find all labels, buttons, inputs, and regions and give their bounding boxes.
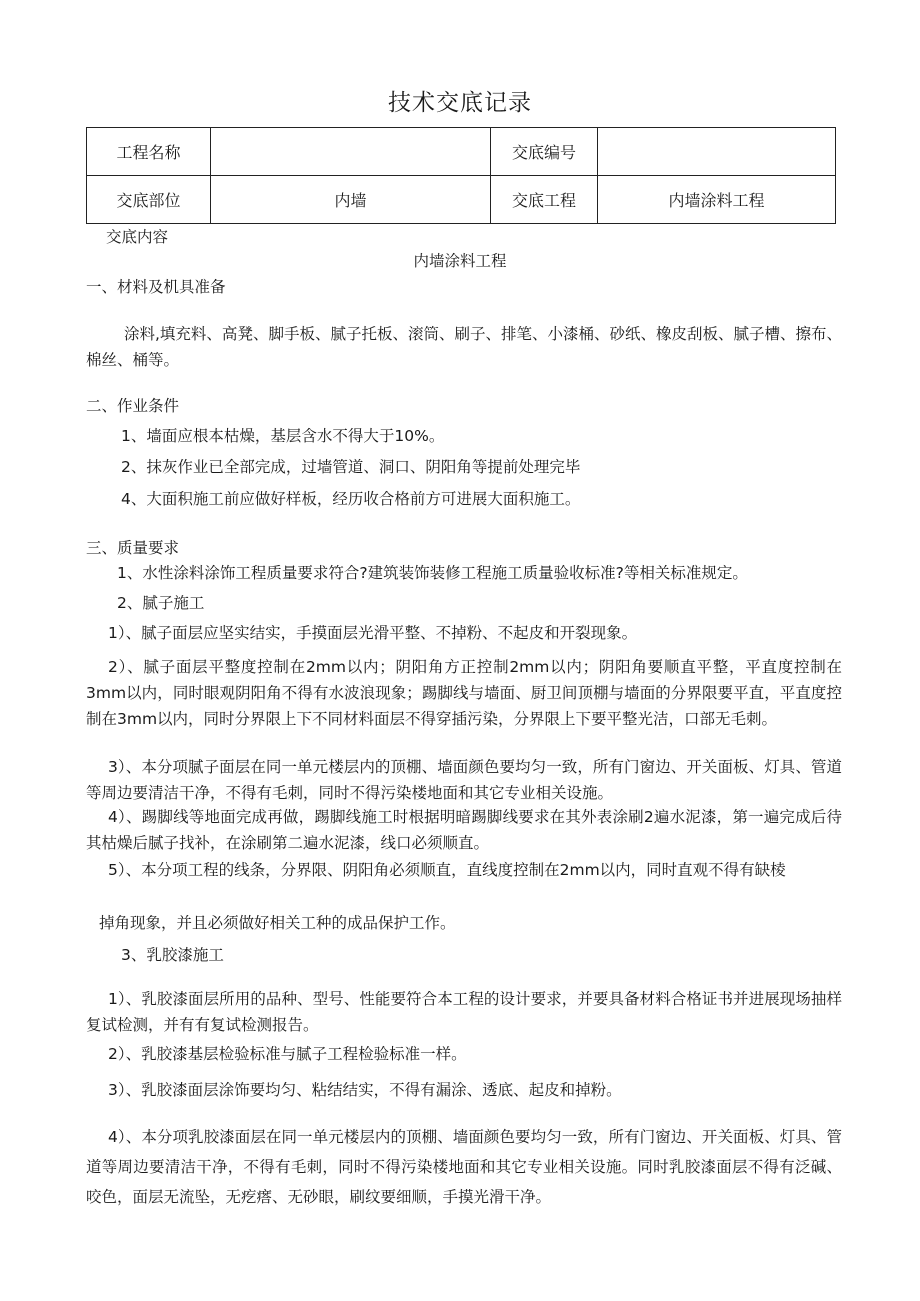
document-title: 技术交底记录 — [388, 90, 532, 116]
part-value: 内墙 — [211, 176, 491, 224]
project-name-value — [211, 128, 491, 176]
latex-item-2: 2）、乳胶漆基层检验标准与腻子工程检验标准一样。 — [108, 1045, 467, 1063]
putty-item-3: 3）、本分项腻子面层在同一单元楼层内的顶棚、墙面颜色要均匀一致，所有门窗边、开关面板、灯具、管道等周边要清洁干净，不得有毛刺，同时不得污染楼地面和其它专业相关设施。 — [86, 758, 842, 802]
work-label: 交底工程 — [491, 176, 598, 224]
putty-heading: 2、腻子施工 — [117, 594, 205, 612]
info-table — [86, 127, 836, 224]
latex-item-4: 4）、本分项乳胶漆面层在同一单元楼层内的顶棚、墙面颜色要均匀一致，所有门窗边、开关面板、灯具、管道等周边要清洁干净，不得有毛刺，同时不得污染楼地面和其它专业相关设施。同时乳胶漆面层不得有泛碱、咬色，面层无流坠，无疙瘩、无砂眼，刷纹要细顺，手摸光滑干净。 — [86, 1128, 842, 1206]
latex-heading: 3、乳胶漆施工 — [121, 946, 224, 964]
section2-item-2: 2、抹灰作业已全部完成，过墙管道、洞口、阴阳角等提前处理完毕 — [121, 458, 581, 476]
section3-item-1: 1、水性涂料涂饰工程质量要求符合?建筑装饰装修工程施工质量验收标准?等相关标准规定。 — [117, 564, 748, 582]
section1-heading: 一、材料及机具准备 — [86, 278, 226, 296]
section2-item-1: 1、墙面应根本枯燥，基层含水不得大于10%。 — [121, 427, 445, 445]
table-row — [87, 176, 836, 224]
subtitle: 内墙涂料工程 — [413, 252, 507, 270]
putty-item-1: 1）、腻子面层应坚实结实，手摸面层光滑平整、不掉粉、不起皮和开裂现象。 — [108, 624, 638, 642]
content-label: 交底内容 — [106, 228, 169, 246]
table-row — [87, 128, 836, 176]
project-name-label: 工程名称 — [87, 128, 211, 176]
putty-item-4: 4）、踢脚线等地面完成再做，踢脚线施工时根据明暗踢脚线要求在其外表涂刷2遍水泥漆，第一遍完成后待其枯燥后腻子找补，在涂刷第二遍水泥漆，线口必须顺直。 — [86, 808, 842, 852]
section1-body: 涂料,填充料、高凳、脚手板、腻子托板、滚筒、刷子、排笔、小漆桶、砂纸、橡皮刮板、腻子槽、擦布、棉丝、桶等。 — [86, 325, 842, 369]
part-label: 交底部位 — [87, 176, 211, 224]
putty-item-5-continued: 掉角现象，并且必须做好相关工种的成品保护工作。 — [99, 914, 456, 932]
code-label: 交底编号 — [491, 128, 598, 176]
work-value: 内墙涂料工程 — [598, 176, 836, 224]
code-value — [598, 128, 836, 176]
latex-item-3: 3）、乳胶漆面层涂饰要均匀、粘结结实，不得有漏涂、透底、起皮和掉粉。 — [108, 1081, 622, 1099]
section2-item-4: 4、大面积施工前应做好样板，经历收合格前方可进展大面积施工。 — [121, 490, 581, 508]
section3-heading: 三、质量要求 — [86, 539, 180, 557]
latex-item-1: 1）、乳胶漆面层所用的品种、型号、性能要符合本工程的设计要求，并要具备材料合格证书并进展现场抽样复试检测，并有有复试检测报告。 — [86, 990, 842, 1034]
section2-heading: 二、作业条件 — [86, 397, 180, 415]
putty-item-2: 2）、腻子面层平整度控制在2mm以内；阴阳角方正控制2mm以内；阴阳角要顺直平整，平直度控制在3mm以内，同时眼观阴阳角不得有水波浪现象；踢脚线与墙面、厨卫间顶棚与墙面的分界限要平直，平直度控制在3mm以内，同时分界限上下不同材料面层不得穿插污染，分界限上下要平整光洁，口部无毛刺。 — [86, 658, 842, 728]
putty-item-5: 5）、本分项工程的线条，分界限、阴阳角必须顺直，直线度控制在2mm以内，同时直观不得有缺棱 — [108, 861, 786, 879]
